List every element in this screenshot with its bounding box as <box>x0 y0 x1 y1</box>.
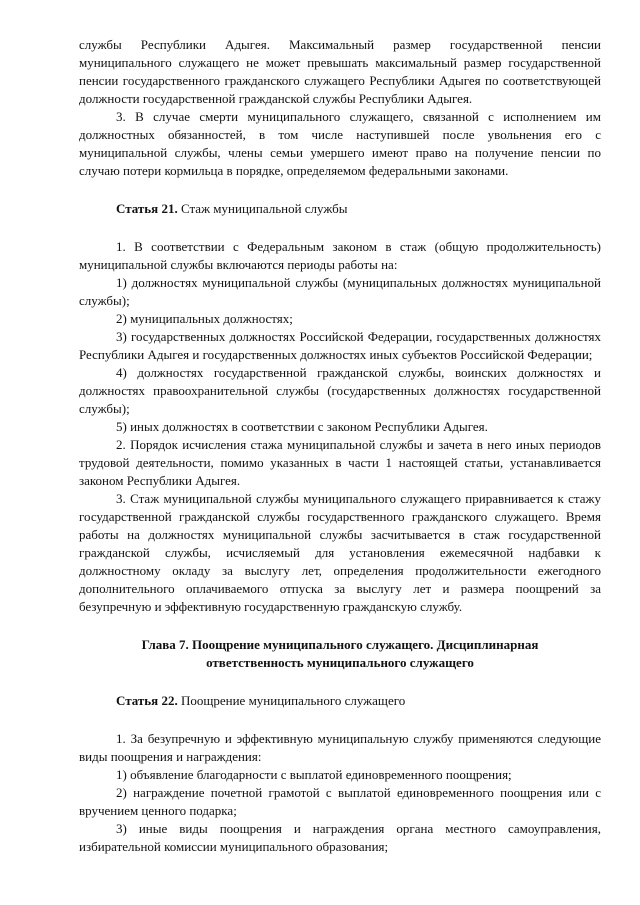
article-title: Поощрение муниципального служащего <box>177 693 406 708</box>
spacer <box>79 672 601 692</box>
paragraph: 1. За безупречную и эффективную муниципальную службу применяются следующие виды поощрения и награждения: <box>79 731 601 764</box>
article-number: Статья 22. <box>116 693 178 708</box>
article-21-heading <box>79 200 601 218</box>
list-item: 2) награждение почетной грамотой с выплатой единовременного поощрения или с вручением ценного подарка; <box>79 785 601 818</box>
list-item: 5) иных должностях в соответствии с законом Республики Адыгея. <box>116 419 488 434</box>
spacer <box>79 710 601 730</box>
list-item: 1) объявление благодарности с выплатой единовременного поощрения; <box>116 767 512 782</box>
list-item: 4) должностях государственной гражданской службы, воинских должностях и должностях правоохранительной службы (государственных должностях государственной службы); <box>79 365 601 416</box>
paragraph: 3. Стаж муниципальной службы муниципального служащего приравнивается к стажу государственной гражданской службы государственного гражданского служащего. Время работы на должностях муниципальной службы засчитывается в стаж государственной гражданской службы, исчисляемый для установления ежемесячной надбавки к должностному окладу за выслугу лет, определения продолжительности ежегодного дополнительного оплачиваемого отпуска за выслугу лет и размера поощрений за безупречную и эффективную государственную гражданскую службу. <box>79 491 601 614</box>
paragraph: 1. В соответствии с Федеральным законом в стаж (общую продолжительность) муниципальной службы включаются периоды работы на: <box>79 239 601 272</box>
paragraph: 2. Порядок исчисления стажа муниципальной службы и зачета в него иных периодов трудовой деятельности, помимо указанных в части 1 настоящей статьи, устанавливается законом Республики Адыгея. <box>79 437 601 488</box>
spacer <box>79 616 601 636</box>
article-22-heading <box>79 692 601 710</box>
paragraph: службы Республики Адыгея. Максимальный размер государственной пенсии муниципального служащего не может превышать максимальный размер государственной пенсии государственного гражданского служащего Республики Адыгея по соответствующей должности государственной гражданской службы Республики Адыгея. <box>79 37 601 106</box>
chapter-title-line: ответственность муниципального служащего <box>206 655 474 670</box>
list-item: 2) муниципальных должностях; <box>116 311 293 326</box>
chapter-title-line: Глава 7. Поощрение муниципального служащего. Дисциплинарная <box>141 637 539 652</box>
chapter-7-heading <box>79 636 601 672</box>
spacer <box>79 218 601 238</box>
list-item: 3) иные виды поощрения и награждения органа местного самоуправления, избирательной комиссии муниципального образования; <box>79 821 601 854</box>
spacer <box>79 180 601 200</box>
article-number: Статья 21. <box>116 201 178 216</box>
document-page <box>79 36 601 856</box>
list-item: 3) государственных должностях Российской Федерации, государственных должностях Республики Адыгея и государственных должностях иных субъектов Российской Федерации; <box>79 329 601 362</box>
paragraph: 3. В случае смерти муниципального служащего, связанной с исполнением им должностных обязанностей, в том числе наступившей после увольнения его с муниципальной службы, члены семьи умершего имеют право на получение пенсии по случаю потери кормильца в порядке, определяемом федеральными законами. <box>79 109 601 178</box>
list-item: 1) должностях муниципальной службы (муниципальных должностях муниципальной службы); <box>79 275 601 308</box>
article-title: Стаж муниципальной службы <box>177 201 348 216</box>
